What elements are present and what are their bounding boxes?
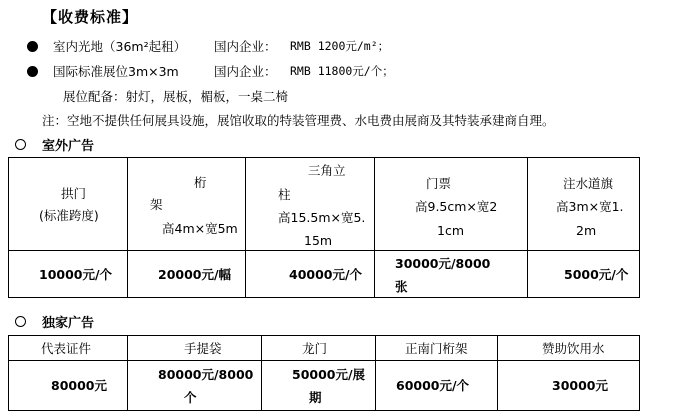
table-header-cell: 正南门桁架 — [376, 336, 498, 361]
item-price: RMB 1200元/m²； — [290, 39, 390, 53]
table-cell: 80000元 — [9, 361, 128, 411]
table-header-cell: 手提袋 — [128, 336, 262, 361]
table-header-cell: 门票 高9.5cm×宽2 1cm — [375, 158, 528, 251]
table-header-cell: 赞助饮用水 — [498, 336, 640, 361]
section-title-outdoor: 室外广告 — [42, 139, 95, 154]
table-header-cell: 龙门 — [262, 336, 376, 361]
item-price: RMB 11800元/个； — [290, 64, 394, 78]
booth-config: 展位配备：射灯，展板，楣板，一桌二椅 — [63, 89, 289, 104]
table-header-cell: 拱门 (标准跨度) — [9, 158, 128, 251]
table-header-cell: 注水道旗 高3m×宽1. 2m — [528, 158, 640, 251]
table-header-row — [9, 336, 640, 361]
section-title-exclusive: 独家广告 — [42, 316, 95, 331]
table-cell: 40000元/个 — [246, 251, 375, 298]
table-cell: 30000元/8000 张 — [375, 251, 528, 298]
table-cell: 30000元 — [498, 361, 640, 411]
table-cell: 20000元/幅 — [128, 251, 246, 298]
item-company: 国内企业： — [214, 64, 277, 79]
table-header-cell: 桁 架 高4m×宽5m — [128, 158, 246, 251]
circle-icon — [15, 316, 26, 327]
item-company: 国内企业： — [214, 39, 277, 54]
table-row — [9, 251, 640, 298]
page-title: 【收费标准】 — [42, 8, 139, 26]
table-header-cell: 代表证件 — [9, 336, 128, 361]
table-header-cell: 三角立 柱 高15.5m×宽5. 15m — [246, 158, 375, 251]
table-cell: 50000元/展 期 — [262, 361, 376, 411]
table-header-row — [9, 158, 640, 251]
note-text: 注：空地不提供任何展具设施，展馆收取的特装管理费、水电费由展商及其特装承建商自理。 — [42, 113, 555, 128]
table-row — [9, 361, 640, 411]
item-label: 国际标准展位3m×3m — [53, 64, 179, 79]
table-cell: 80000元/8000 个 — [128, 361, 262, 411]
item-label: 室内光地（36m²起租） — [53, 39, 187, 54]
bullet-icon — [27, 41, 38, 52]
circle-icon — [15, 139, 26, 150]
exclusive-ad-table — [8, 335, 640, 411]
bullet-icon — [27, 66, 38, 77]
table-cell: 10000元/个 — [9, 251, 128, 298]
outdoor-ad-table — [8, 157, 640, 298]
table-cell: 60000元/个 — [376, 361, 498, 411]
table-cell: 5000元/个 — [528, 251, 640, 298]
